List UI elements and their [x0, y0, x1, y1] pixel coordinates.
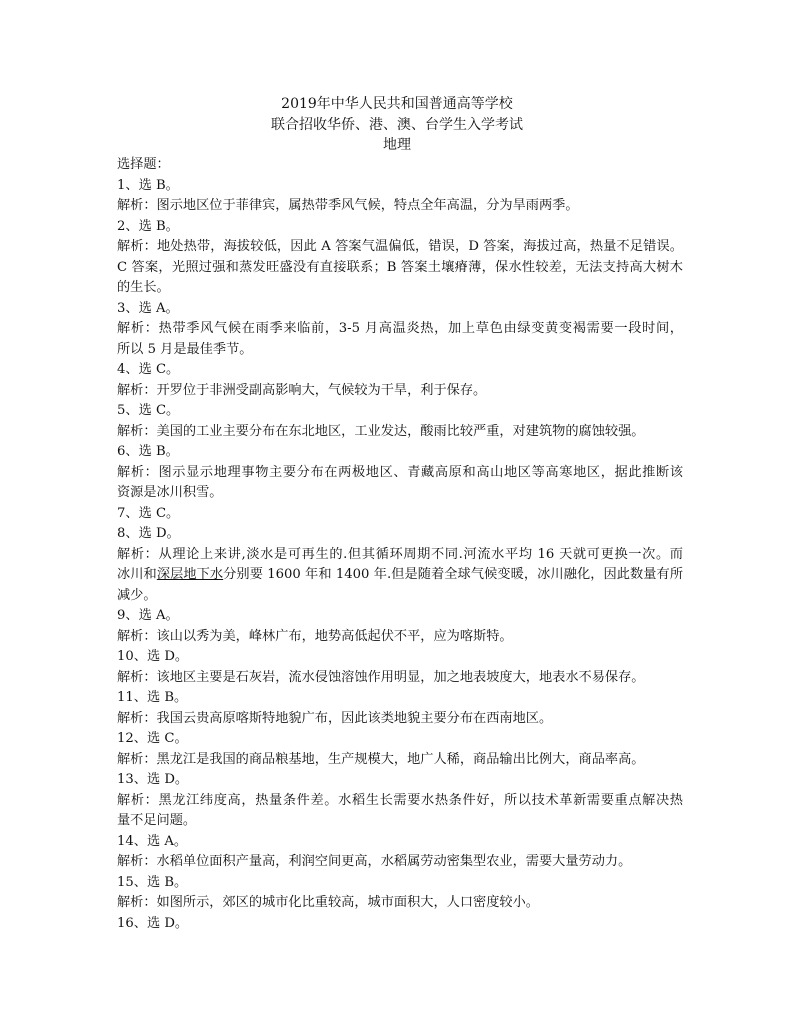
analysis-line: 减少。 — [117, 587, 157, 603]
analysis-line: 解析：我国云贵高原喀斯特地貌广布，因此该类地貌主要分布在西南地区。 — [117, 710, 553, 726]
answer-line: 3、选 A。 — [117, 300, 179, 316]
answer-content — [117, 155, 683, 934]
underlined-term: 深层地下水 — [156, 567, 224, 582]
answer-line: 11、选 B。 — [117, 690, 188, 705]
analysis-text: 冰川和 — [117, 567, 157, 582]
analysis-line: 解析：美国的工业主要分布在东北地区，工业发达，酸雨比较严重，对建筑物的腐蚀较强。 — [117, 423, 645, 439]
analysis-line: 解析：该地区主要是石灰岩，流水侵蚀溶蚀作用明显，加之地表坡度大，地表水不易保存。 — [117, 669, 645, 685]
title-line-3: 地理 — [383, 137, 411, 153]
analysis-text: 分别要 1600 年和 1400 年.但是随着全球气候变暖，冰川融化，因此数量有所 — [223, 567, 684, 582]
analysis-line: 解析：黑龙江是我国的商品粮基地，生产规模大，地广人稀，商品输出比例大，商品率高。 — [117, 751, 645, 767]
answer-line: 4、选 C。 — [117, 362, 180, 377]
answer-line: 12、选 C。 — [117, 731, 188, 746]
analysis-line: 解析：开罗位于非洲受副高影响大，气候较为干旱，利于保存。 — [117, 382, 487, 398]
document-header — [0, 94, 794, 156]
analysis-line: C 答案，光照过强和蒸发旺盛没有直接联系；B 答案土壤瘠薄，保水性较差，无法支持高大树木 — [117, 259, 683, 275]
answer-line: 15、选 B。 — [117, 874, 188, 890]
answer-line: 6、选 B。 — [117, 444, 179, 459]
analysis-line: 解析：黑龙江纬度高，热量条件差。水稻生长需要水热条件好，所以技术革新需要重点解决热 — [117, 792, 683, 808]
analysis-line: 量不足问题。 — [117, 813, 197, 828]
analysis-line: 资源是冰川积雪。 — [117, 485, 223, 500]
analysis-line: 所以 5 月是最佳季节。 — [117, 341, 253, 357]
answer-line: 9、选 A。 — [117, 608, 179, 623]
analysis-line: 解析：该山以秀为美，峰林广布，地势高低起伏不平，应为喀斯特。 — [117, 628, 513, 644]
analysis-line: 解析：图示显示地理事物主要分布在两极地区、青藏高原和高山地区等高寒地区，据此推断该 — [117, 464, 683, 480]
answer-line: 16、选 D。 — [117, 915, 189, 931]
title-line-1: 2019年中华人民共和国普通高等学校 — [281, 96, 513, 112]
answer-line: 5、选 C。 — [117, 403, 180, 418]
title-line-2: 联合招收华侨、港、澳、台学生入学考试 — [271, 116, 523, 133]
section-title: 选择题： — [117, 157, 170, 172]
answer-line: 13、选 D。 — [117, 772, 189, 787]
answer-line: 1、选 B。 — [117, 177, 179, 193]
analysis-line: 解析：水稻单位面积产量高，利润空间更高，水稻属劳动密集型农业，需要大量劳动力。 — [117, 854, 632, 869]
answer-line: 7、选 C。 — [117, 505, 180, 521]
analysis-line: 解析：图示地区位于菲律宾，属热带季风气候，特点全年高温，分为旱雨两季。 — [117, 198, 579, 213]
analysis-line: 的生长。 — [117, 280, 170, 295]
analysis-line-with-underline — [117, 565, 683, 586]
analysis-line: 解析：地处热带，海拔较低，因此 A 答案气温偏低，错误，D 答案，海拔过高，热量不足错误。 — [117, 239, 683, 254]
analysis-line: 解析：热带季风气候在雨季来临前，3-5 月高温炎热，加上草色由绿变黄变褐需要一段时间， — [117, 321, 683, 336]
analysis-line: 解析：从理论上来讲,淡水是可再生的.但其循环周期不同.河流水平均 16 天就可更换一次。而 — [117, 546, 683, 562]
answer-line: 14、选 A。 — [117, 833, 188, 849]
analysis-line: 解析：如图所示，郊区的城市化比重较高，城市面积大，人口密度较小。 — [117, 895, 539, 910]
answer-line: 10、选 D。 — [117, 649, 189, 664]
answer-line: 8、选 D。 — [117, 526, 180, 541]
answer-line: 2、选 B。 — [117, 218, 179, 234]
